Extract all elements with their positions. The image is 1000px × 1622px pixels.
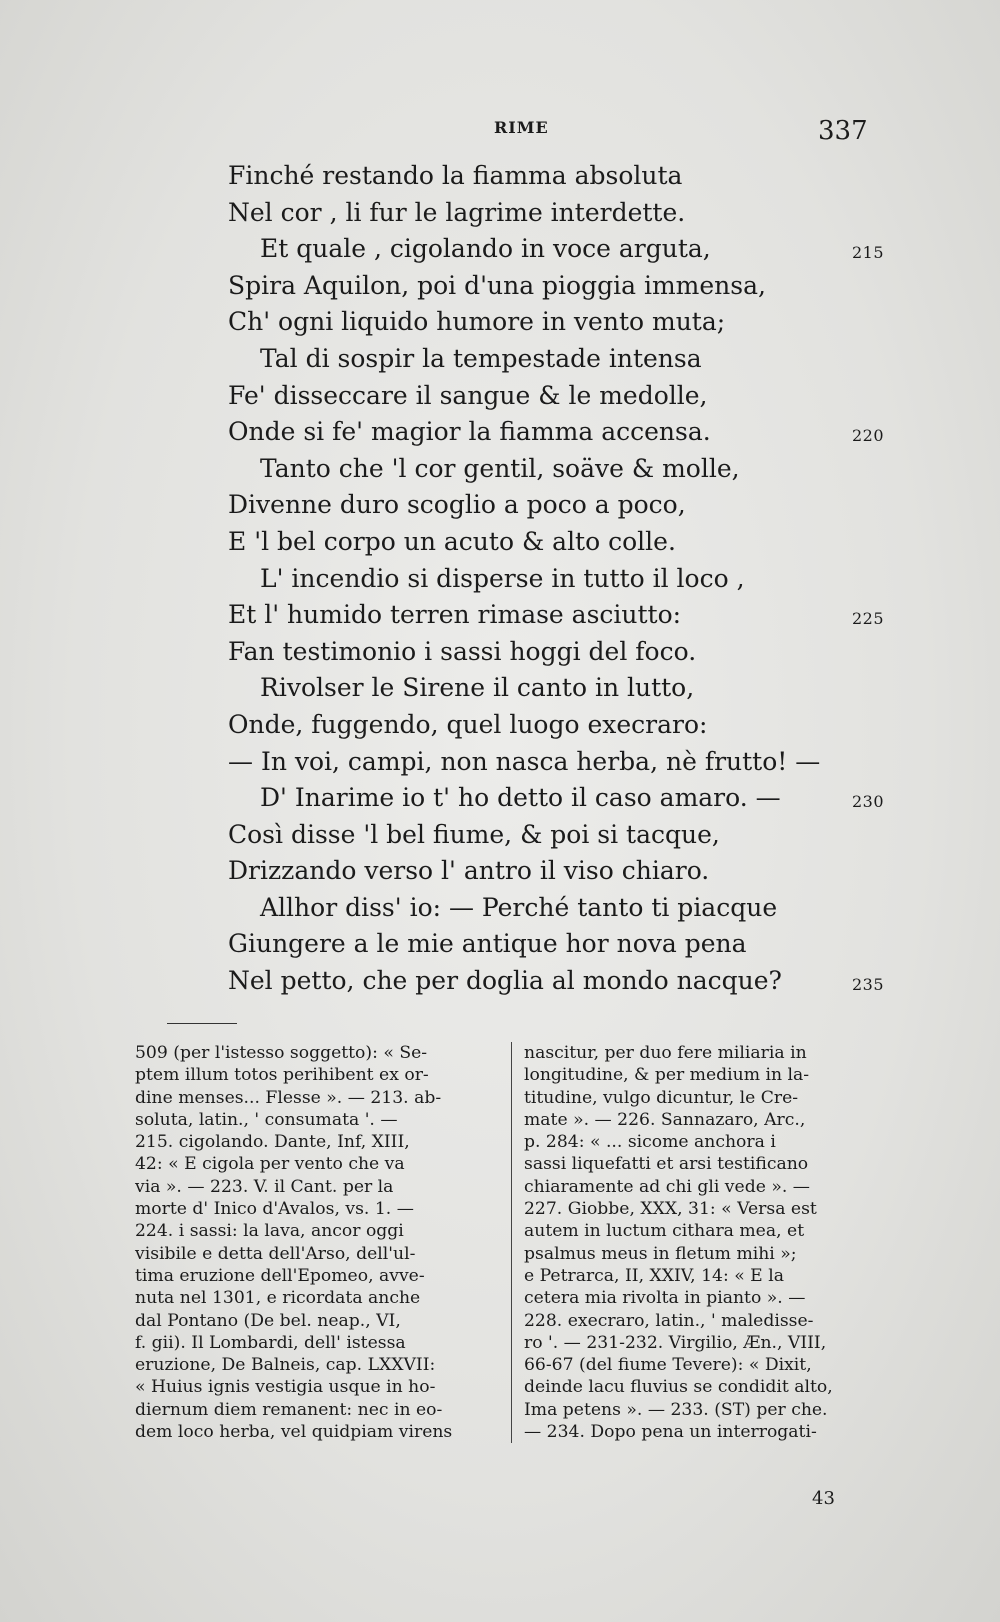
verse-line xyxy=(228,231,968,268)
footnote-line: 509 (per l'istesso soggetto): « Se- xyxy=(135,1043,428,1063)
signature-number: 43 xyxy=(812,1488,835,1509)
verse-text: Fan testimonio i sassi hoggi del foco. xyxy=(228,636,697,666)
verse-text: D' Inarime io t' ho detto il caso amaro. — xyxy=(260,783,781,813)
verse-line xyxy=(228,853,968,890)
verse-line xyxy=(228,414,968,451)
verse-text: Divenne duro scoglio a poco a poco, xyxy=(228,490,686,520)
footnote-line: cetera mia rivolta in pianto ». — xyxy=(524,1288,806,1309)
footnote-line: f. gii). Il Lombardi, dell' istessa xyxy=(135,1332,406,1353)
footnote-line: mate ». — 226. Sannazaro, Arc., xyxy=(524,1109,806,1130)
verse-line xyxy=(228,634,968,671)
verse-line xyxy=(228,158,968,195)
line-number: 220 xyxy=(852,426,885,446)
verse-text: Nel petto, che per doglia al mondo nacque? xyxy=(228,966,782,996)
footnote-line: visibile e detta dell'Arso, dell'ul- xyxy=(135,1243,416,1264)
verse-line xyxy=(228,890,968,927)
footnote-line: 227. Giobbe, XXX, 31: « Versa est xyxy=(524,1199,817,1220)
footnote-line: 215. cigolando. Dante, Inf, XIII, xyxy=(135,1132,410,1153)
page-number: 337 xyxy=(818,116,868,146)
footnote-line: soluta, latin., ' consumata '. — xyxy=(135,1109,398,1130)
footnote-line: Ima petens ». — 233. (ST) per che. xyxy=(524,1399,828,1420)
verse-line xyxy=(228,597,968,634)
footnote-line: morte d' Inico d'Avalos, vs. 1. — xyxy=(135,1199,414,1220)
footnote-line: ptem illum totos perihibent ex or- xyxy=(135,1065,429,1086)
verse-line xyxy=(228,304,968,341)
line-number: 215 xyxy=(852,243,885,263)
verse-line xyxy=(228,780,968,817)
footnote-line: autem in luctum cithara mea, et xyxy=(524,1221,805,1242)
footnote-line: eruzione, De Balneis, cap. LXXVII: xyxy=(135,1355,436,1376)
footnote-line: sassi liquefatti et arsi testificano xyxy=(524,1154,809,1175)
verse-text: Tanto che 'l cor gentil, soäve & molle, xyxy=(260,453,740,483)
footnote-line: psalmus meus in fletum mihi »; xyxy=(524,1243,797,1264)
verse-line xyxy=(228,817,968,854)
verse-text: Finché restando la fiamma absoluta xyxy=(228,161,683,190)
verse-text: Onde, fuggendo, quel luogo execraro: xyxy=(228,709,708,739)
footnote-line: deinde lacu fluvius se condidit alto, xyxy=(524,1377,833,1398)
footnote-line: dem loco herba, vel quidpiam virens xyxy=(135,1422,453,1443)
verse-line xyxy=(228,963,968,1000)
footnote-line: e Petrarca, II, XXIV, 14: « E la xyxy=(524,1265,784,1286)
line-number: 225 xyxy=(852,609,885,629)
footnote-line: 42: « E cigola per vento che va xyxy=(135,1154,405,1175)
footnote-line: — 234. Dopo pena un interrogati- xyxy=(524,1422,817,1443)
footnote-line: tima eruzione dell'Epomeo, avve- xyxy=(135,1265,425,1286)
verse-text: Così disse 'l bel fiume, & poi si tacque, xyxy=(228,819,720,849)
verse-text: Ch' ogni liquido humore in vento muta; xyxy=(228,307,726,337)
verse-text: Onde si fe' magior la fiamma accensa. xyxy=(228,417,711,447)
verse-line xyxy=(228,744,968,781)
footnote-line: dal Pontano (De bel. neap., VI, xyxy=(135,1310,401,1331)
verse-text: Spira Aquilon, poi d'una pioggia immensa, xyxy=(228,270,766,300)
verse-line xyxy=(228,524,968,561)
footnote-line: 224. i sassi: la lava, ancor oggi xyxy=(135,1221,404,1242)
verse-line xyxy=(228,707,968,744)
footnote-line: 66-67 (del fiume Tevere): « Dixit, xyxy=(524,1355,812,1376)
line-number: 230 xyxy=(852,792,885,812)
verse-line xyxy=(228,341,968,378)
footnote-line: nascitur, per duo fere miliaria in xyxy=(524,1043,807,1063)
verse-line xyxy=(228,670,968,707)
footnote-line: p. 284: « ... sicome anchora i xyxy=(524,1132,776,1153)
footnote-line: longitudine, & per medium in la- xyxy=(524,1065,810,1086)
verse-text: Tal di sospir la tempestade intensa xyxy=(260,343,702,373)
footnotes xyxy=(135,1042,895,1443)
footnote-line: titudine, vulgo dicuntur, le Cre- xyxy=(524,1087,799,1108)
verse-text: E 'l bel corpo un acuto & alto colle. xyxy=(228,526,676,556)
verse-line xyxy=(228,268,968,305)
footnote-line: via ». — 223. V. il Cant. per la xyxy=(135,1176,394,1197)
verse-line xyxy=(228,487,968,524)
footnotes-left-column xyxy=(135,1042,497,1443)
verse-text: Drizzando verso l' antro il viso chiaro. xyxy=(228,856,710,886)
footnote-line: dine menses... Flesse ». — 213. ab- xyxy=(135,1087,442,1108)
footnote-line: 228. execraro, latin., ' maledisse- xyxy=(524,1310,814,1331)
verse-line xyxy=(228,926,968,963)
footnote-line: chiaramente ad chi gli vede ». — xyxy=(524,1176,810,1197)
verse-text: Et quale , cigolando in voce arguta, xyxy=(260,234,711,264)
footnote-line: diernum diem remanent: nec in eo- xyxy=(135,1399,443,1420)
verse-line xyxy=(228,561,968,598)
verse-text: Rivolser le Sirene il canto in lutto, xyxy=(260,673,695,703)
verse-text: — In voi, campi, non nasca herba, nè frutto! — xyxy=(228,746,821,776)
verse-text: Fe' disseccare il sangue & le medolle, xyxy=(228,380,708,410)
footnote-line: nuta nel 1301, e ricordata anche xyxy=(135,1288,421,1309)
verse-line xyxy=(228,378,968,415)
footnote-rule xyxy=(167,1023,237,1024)
verse-text: L' incendio si disperse in tutto il loco , xyxy=(260,563,745,593)
footnote-line: « Huius ignis vestigia usque in ho- xyxy=(135,1377,436,1398)
verse-line xyxy=(228,195,968,232)
verse-text: Et l' humido terren rimase asciutto: xyxy=(228,600,682,630)
footnote-line: ro '. — 231-232. Virgilio, Æn., VIII, xyxy=(524,1332,827,1353)
verse-text: Nel cor , li fur le lagrime interdette. xyxy=(228,197,686,227)
footnotes-right-column xyxy=(511,1042,891,1443)
verse-text: Giungere a le mie antique hor nova pena xyxy=(228,929,747,959)
line-number: 235 xyxy=(852,975,885,995)
verse-text: Allhor diss' io: — Perché tanto ti piacque xyxy=(260,892,778,922)
verse-block xyxy=(228,158,968,1000)
verse-line xyxy=(228,451,968,488)
running-head: RIME xyxy=(494,118,549,137)
